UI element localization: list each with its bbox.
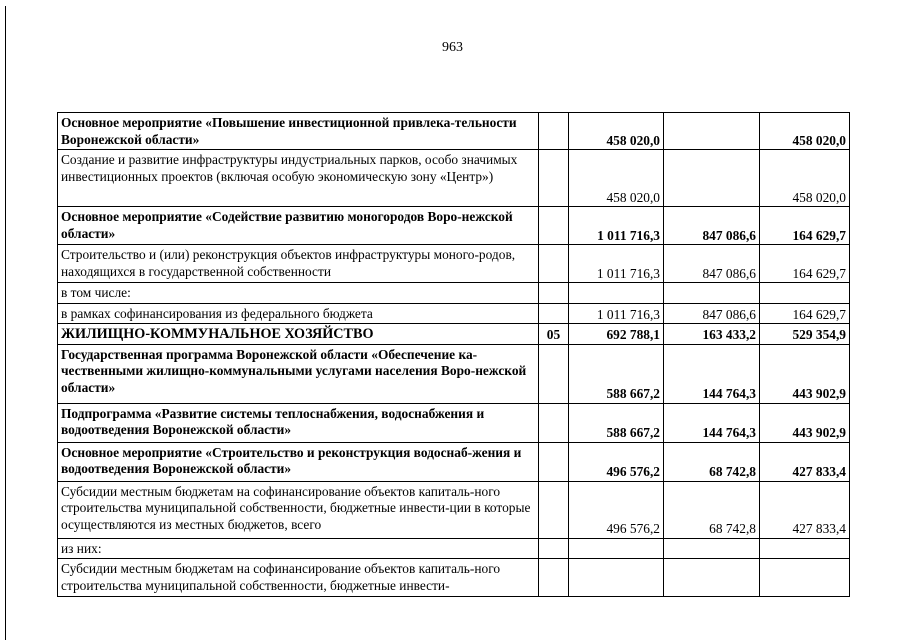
federal-amount: [664, 538, 760, 559]
regional-amount: 164 629,7: [760, 207, 850, 245]
row-label: Подпрограмма «Развитие системы теплоснабжения, водоснабжения и водоотведения Воронежской области»: [58, 403, 539, 442]
table-row: [58, 245, 850, 283]
federal-amount: 163 433,2: [664, 324, 760, 345]
total-amount: 1 011 716,3: [569, 207, 664, 245]
total-amount: 458 020,0: [569, 150, 664, 207]
table-row: [58, 150, 850, 207]
total-amount: 496 576,2: [569, 481, 664, 538]
budget-table: [57, 112, 850, 597]
section-code: [539, 481, 569, 538]
table-row: [58, 403, 850, 442]
regional-amount: 443 902,9: [760, 403, 850, 442]
section-code: [539, 303, 569, 324]
federal-amount: 68 742,8: [664, 481, 760, 538]
row-label: из них:: [58, 538, 539, 559]
total-amount: 588 667,2: [569, 403, 664, 442]
table-row: [58, 481, 850, 538]
total-amount: [569, 559, 664, 597]
row-label: в рамках софинансирования из федерального бюджета: [58, 303, 539, 324]
row-label: Основное мероприятие «Повышение инвестиционной привлека-тельности Воронежской области»: [58, 113, 539, 150]
row-label: ЖИЛИЩНО-КОММУНАЛЬНОЕ ХОЗЯЙСТВО: [58, 324, 539, 345]
total-amount: 1 011 716,3: [569, 245, 664, 283]
regional-amount: 427 833,4: [760, 481, 850, 538]
federal-amount: 847 086,6: [664, 207, 760, 245]
federal-amount: [664, 559, 760, 597]
total-amount: 588 667,2: [569, 344, 664, 403]
row-label: Субсидии местным бюджетам на софинансирование объектов капиталь-ного строительства муниципальной собственности, бюджетные инвести-: [58, 559, 539, 597]
federal-amount: [664, 283, 760, 304]
section-code: [539, 245, 569, 283]
federal-amount: 847 086,6: [664, 245, 760, 283]
federal-amount: 144 764,3: [664, 344, 760, 403]
page-number: 963: [442, 40, 463, 55]
section-code: [539, 559, 569, 597]
regional-amount: 164 629,7: [760, 245, 850, 283]
table-row: [58, 344, 850, 403]
row-label: Создание и развитие инфраструктуры индустриальных парков, особо значимых инвестиционных проектов (включая особую экономическую зону «Центр»): [58, 150, 539, 207]
row-label: в том числе:: [58, 283, 539, 304]
total-amount: 692 788,1: [569, 324, 664, 345]
row-label: Субсидии местным бюджетам на софинансирование объектов капиталь-ного строительства муниципальной собственности, бюджетные инвести-ции в которые осуществляются из местных бюджетов, всего: [58, 481, 539, 538]
federal-amount: 144 764,3: [664, 403, 760, 442]
table-row: [58, 303, 850, 324]
section-code: [539, 283, 569, 304]
table-row: [58, 113, 850, 150]
section-code: [539, 442, 569, 481]
total-amount: [569, 538, 664, 559]
federal-amount: [664, 150, 760, 207]
table-row: [58, 207, 850, 245]
federal-amount: [664, 113, 760, 150]
regional-amount: 164 629,7: [760, 303, 850, 324]
section-code: 05: [539, 324, 569, 345]
table-row: [58, 559, 850, 597]
table-row: [58, 283, 850, 304]
section-code: [539, 113, 569, 150]
regional-amount: 458 020,0: [760, 113, 850, 150]
federal-amount: 68 742,8: [664, 442, 760, 481]
table-row: [58, 324, 850, 345]
regional-amount: 427 833,4: [760, 442, 850, 481]
section-code: [539, 207, 569, 245]
total-amount: 1 011 716,3: [569, 303, 664, 324]
total-amount: [569, 283, 664, 304]
section-code: [539, 403, 569, 442]
table-row: [58, 442, 850, 481]
regional-amount: 458 020,0: [760, 150, 850, 207]
row-label: Основное мероприятие «Содействие развитию моногородов Воро-нежской области»: [58, 207, 539, 245]
regional-amount: [760, 538, 850, 559]
federal-amount: 847 086,6: [664, 303, 760, 324]
total-amount: 496 576,2: [569, 442, 664, 481]
regional-amount: 443 902,9: [760, 344, 850, 403]
row-label: Основное мероприятие «Строительство и реконструкция водоснаб-жения и водоотведения Воронежской области»: [58, 442, 539, 481]
page-left-border: [5, 6, 6, 640]
total-amount: 458 020,0: [569, 113, 664, 150]
section-code: [539, 344, 569, 403]
regional-amount: [760, 559, 850, 597]
regional-amount: [760, 283, 850, 304]
row-label: Государственная программа Воронежской области «Обеспечение ка-чественными жилищно-коммунальными услугами населения Воро-нежской области»: [58, 344, 539, 403]
row-label: Строительство и (или) реконструкция объектов инфраструктуры моного-родов, находящихся в государственной собственности: [58, 245, 539, 283]
regional-amount: 529 354,9: [760, 324, 850, 345]
section-code: [539, 150, 569, 207]
section-code: [539, 538, 569, 559]
table-row: [58, 538, 850, 559]
